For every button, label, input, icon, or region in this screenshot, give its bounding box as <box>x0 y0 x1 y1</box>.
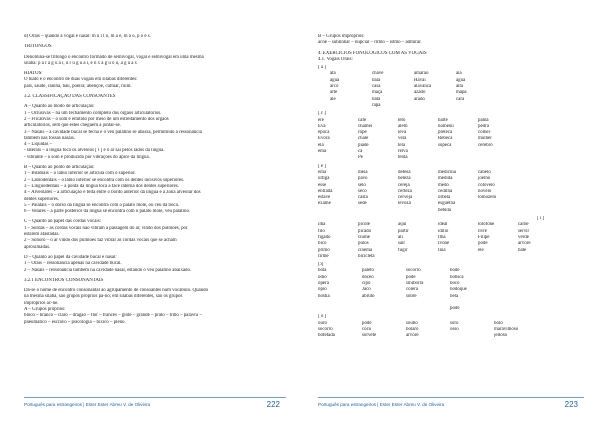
text-line: sílaba: p a r a g u a i, u r u g u a i, e n x a g u o u, á g u a s <box>24 60 137 66</box>
word-cell: época <box>318 130 330 136</box>
word-cell: coco <box>362 327 372 333</box>
word-cell: pavo <box>358 176 368 182</box>
word-cell: beleza <box>398 176 411 182</box>
word-cell: primo <box>318 247 330 253</box>
text-line: A – Grupos próprios: <box>24 306 66 312</box>
word-cell: maça <box>372 90 383 96</box>
word-cell: mapa <box>456 90 467 96</box>
word-cell: bodoque <box>450 287 467 293</box>
page-number: 222 <box>266 400 280 409</box>
word-cell: vela <box>398 136 407 142</box>
vowel-box-e <box>318 164 584 214</box>
text-line: bloco – branco – claro – dragão – flor – francês – glote – grande – prato – tribo – palavra – <box>24 313 202 319</box>
word-cell: bico <box>318 241 327 247</box>
footer-credit: Português para estrangeiros | Ester Ester Abreu V. de Oliveira <box>24 402 151 407</box>
text-line: A – Quanto ao modo de articulação: <box>24 104 95 110</box>
word-cell: arte <box>330 90 338 96</box>
word-cell: tenta <box>398 155 408 161</box>
word-cell: ilha <box>318 222 326 228</box>
word-cell: preteca <box>438 130 453 136</box>
word-cell: exame <box>318 201 331 207</box>
text-line: 2 – Nasais – ressonância também na cavidade nasal, estando o véu palatino abaixado. <box>24 267 192 273</box>
word-cell: bolo <box>494 320 503 326</box>
word-cell: sede <box>358 201 367 207</box>
word-cell: casa <box>372 84 381 90</box>
word-cell <box>456 103 494 109</box>
word-cell: esse <box>318 182 327 188</box>
word-cell: urtiga <box>318 176 330 182</box>
vowel-label: [ a ] <box>318 65 326 71</box>
word-cell <box>330 103 368 109</box>
word-cell: bofetada <box>318 333 335 339</box>
word-cell: entrada <box>318 188 333 194</box>
word-cell: água <box>330 77 340 83</box>
word-cell: maravilhoso <box>494 327 519 333</box>
text-line: pneumático – escravo – psicologia – tóxico – pleno. <box>24 319 126 325</box>
vowel-label: [ o ] <box>318 314 327 320</box>
vowel-box-i <box>318 216 584 260</box>
word-grid <box>318 71 584 109</box>
vowel-label: [ɔ] <box>318 262 324 268</box>
text-line: 3 – Linguodentais – a ponta da língua toca a face interna dos dentes superiores. <box>24 183 179 189</box>
word-cell: Filipe <box>478 234 490 240</box>
exercise-intro <box>318 34 584 63</box>
word-cell: soubo <box>406 320 418 326</box>
word-cell: bobsca <box>450 274 464 280</box>
word-cell: paletó <box>362 268 374 274</box>
word-cell: selo <box>358 182 366 188</box>
word-cell <box>438 254 474 260</box>
word-cell: carne <box>518 222 529 228</box>
word-cell: meia <box>358 169 368 175</box>
word-cell: filo <box>318 228 325 234</box>
text-line: 4. EXERCÍCIOS FONOLÓGICOS COM AS VOGAIS <box>318 50 427 56</box>
word-cell: pode <box>478 241 488 247</box>
word-cell: pama <box>478 117 489 123</box>
word-cell: cereja <box>398 182 410 188</box>
word-cell: Eva <box>318 123 326 129</box>
vowel-box-a <box>318 65 584 109</box>
word-cell: osso <box>450 327 459 333</box>
vowel-label: [ e ] <box>318 163 326 169</box>
word-cell: arco <box>330 84 339 90</box>
text-line: aproximadas. <box>24 244 51 250</box>
text-line: 3 – Nasais – a cavidade bucal se fecha e o véu palatino se abaixa, permitindo a ressonância <box>24 129 202 135</box>
word-grid <box>318 170 584 214</box>
word-cell: ali <box>398 234 403 240</box>
word-cell: além <box>398 123 408 129</box>
word-cell: aqui <box>398 222 407 228</box>
right-page <box>300 0 600 424</box>
word-cell: teto <box>398 117 406 123</box>
word-cell: sobre <box>406 293 417 299</box>
word-cell: pode <box>406 274 416 280</box>
word-cell: verde <box>518 234 529 240</box>
text-line: 6 – Velares – a parte posterior da língua se encontra com o palato mole, véu palatino. <box>24 209 191 215</box>
vowel-label: [ i ] <box>536 216 544 222</box>
text-line: Denomina-se tritongo o encontro formado de semivogal, vogal e semivogal em uma mesma <box>24 54 204 60</box>
text-line: estarem afastadas. <box>24 232 60 238</box>
word-cell: servir <box>518 228 530 234</box>
word-cell <box>478 208 514 214</box>
word-cell: cerveja <box>398 195 413 201</box>
word-cell: defesa <box>398 169 411 175</box>
text-line: impróprios ac-ne. <box>24 300 59 306</box>
word-cell: casta <box>358 195 368 201</box>
word-cell: ópio <box>318 287 327 293</box>
word-cell: agua <box>456 77 466 83</box>
word-cell: ódio <box>318 274 327 280</box>
word-cell: tela <box>398 142 406 148</box>
page-number: 223 <box>564 400 578 409</box>
text-line: 4 – Alveolares – a articulação é feita entre o bordo anterior da língua e a zona alveolar dos <box>24 190 201 196</box>
word-cell: leva <box>398 130 407 136</box>
word-grid <box>318 268 584 312</box>
word-cell: rapa <box>372 102 381 108</box>
word-cell: ela <box>318 142 324 148</box>
word-cell: sorvete <box>362 333 377 339</box>
word-cell <box>478 254 514 260</box>
word-cell: picado <box>358 228 372 234</box>
text-line: 1 – Surdas – as cordas vocais não vibram à passagem do ar, vindo dos pulmões, por <box>24 225 188 231</box>
word-cell: soro <box>450 320 459 326</box>
word-cell: ropé <box>358 130 367 136</box>
word-cell: piadé <box>358 142 369 148</box>
word-cell: café <box>358 117 367 123</box>
word-cell: cérebro <box>478 142 493 148</box>
word-cell: bebida <box>438 207 452 213</box>
vowel-label: [ ɛ ] <box>318 111 326 117</box>
word-cell <box>450 333 490 339</box>
word-cell: Rebeca <box>438 136 453 142</box>
word-cell: pode <box>450 306 460 312</box>
word-cell <box>358 208 394 214</box>
word-cell: pôde <box>362 320 372 326</box>
word-cell: picolé <box>358 222 370 228</box>
word-cell: ouro <box>318 320 327 326</box>
word-cell: árvore <box>406 333 419 339</box>
word-cell: sihiborra <box>406 280 424 286</box>
vowel-box-o <box>318 314 584 339</box>
text-line: TRITONGOS <box>24 44 52 50</box>
vowel-box-e-open <box>318 111 584 161</box>
word-cell: Ilha <box>438 234 446 240</box>
left-page-text <box>24 34 284 326</box>
word-cell: bicicleta <box>358 253 375 259</box>
text-line: articulatórios, sem que estes cheguem a juntar-se. <box>24 123 121 129</box>
word-cell: alavanca <box>414 84 432 90</box>
word-cell: pulos <box>358 241 369 247</box>
word-cell: ata <box>330 71 336 77</box>
vowel-box-o-open <box>318 262 584 312</box>
word-cell: jeitoso <box>494 333 508 339</box>
right-page-text <box>318 34 584 340</box>
text-line: - laterais – a língua toca os alvéolos [ l ] e o ar sai pelos lados da língua. <box>24 148 165 154</box>
word-cell: bela <box>450 293 459 299</box>
word-grid <box>318 321 584 340</box>
word-cell: chamei <box>358 123 373 129</box>
word-cell <box>398 208 434 214</box>
word-cell: amarão <box>414 71 429 77</box>
word-cell: alta <box>456 84 464 90</box>
word-cell: chalé <box>358 136 369 142</box>
text-line: B – Quanto ao ponto de articulação: <box>24 165 95 171</box>
word-cell <box>318 208 354 214</box>
word-cell: colher <box>478 130 491 136</box>
word-cell: idílio <box>438 228 449 234</box>
word-cell: bata <box>372 96 381 102</box>
word-cell: ideal <box>438 222 448 228</box>
text-line: 4 – Líquidas – <box>24 142 53 148</box>
word-cell: cabelo <box>478 169 491 175</box>
text-line: 5 – Palatais – o dorso da língua se encontra com o palato mole, ou céu da boca. <box>24 202 179 208</box>
text-line: O hiato é o encontro de duas vogais em sílabas diferentes: <box>24 77 138 83</box>
word-cell: levoza <box>398 201 411 207</box>
word-cell: Ivone <box>438 241 450 247</box>
word-cell <box>518 155 554 161</box>
word-cell: arado <box>414 96 425 102</box>
word-cell: seco <box>358 188 367 194</box>
word-cell: ema <box>318 169 327 175</box>
word-cell <box>518 208 554 214</box>
word-cell: medicina <box>438 169 456 175</box>
word-cell: fígado <box>318 234 331 240</box>
word-cell: tomozelo <box>478 195 497 201</box>
word-cell: sopeca <box>438 142 452 148</box>
word-cell <box>362 306 402 312</box>
word-cell: ema <box>318 149 327 155</box>
word-cell <box>494 306 534 312</box>
word-cell <box>414 103 452 109</box>
word-cell <box>406 306 446 312</box>
footer-credit: Português para estrangeiros | Ester Ester Abreu V. de Oliveira <box>318 402 445 407</box>
text-line: 3.2. CLASSIFICAÇÃO DAS CONSOANTES <box>24 94 116 100</box>
word-grid <box>318 118 584 162</box>
word-cell: estave <box>318 195 331 201</box>
text-line: 2 – Fricativas – o som é emitido por meio de um estreitamento dos órgãos <box>24 116 169 122</box>
word-cell: socorro <box>406 268 421 274</box>
word-grid <box>318 222 584 260</box>
text-line: 2 – Labiodentais – o lábio inferior se encontra com os dentes incisivos superiores. <box>24 177 185 183</box>
text-line: também nas fossas nasais. <box>24 135 76 141</box>
word-cell: árvore <box>518 241 531 247</box>
text-line: 1 – Oclusivas – há um fechamento completo dos órgãos articulatórios. <box>24 110 162 116</box>
word-cell: Pé <box>358 155 363 161</box>
text-line: HIATOS: <box>24 71 43 77</box>
word-cell: cinema <box>358 247 373 253</box>
word-cell: cotovelo <box>478 182 495 188</box>
word-cell: bate <box>518 247 527 253</box>
word-cell: livre <box>478 228 487 234</box>
word-cell <box>518 254 554 260</box>
word-cell: nomeou <box>438 123 454 129</box>
word-cell: ere <box>318 117 324 123</box>
word-cell: certeza <box>398 188 412 194</box>
word-cell <box>438 155 474 161</box>
word-cell: hóstia <box>318 293 330 299</box>
text-line: 3.2.1 ENCONTROS CONSONANTAIS <box>24 277 104 283</box>
word-cell: mulher <box>478 136 492 142</box>
word-cell: colera <box>406 287 418 293</box>
word-cell <box>398 254 434 260</box>
word-cell: ele <box>478 247 484 253</box>
text-line: 2 – Sonoro – o ar vindo dos pulmões faz vibrar as cordas vocais que se acham <box>24 238 177 244</box>
text-line: D – Quanto ao papel da cavidade bucal e nasal: <box>24 254 117 260</box>
word-cell: aia <box>456 71 462 77</box>
word-cell: sair <box>398 241 406 247</box>
word-cell: tolofone <box>478 222 495 228</box>
word-cell: ópera <box>318 280 329 286</box>
word-cell: orbela <box>438 195 451 201</box>
word-cell: cipó <box>362 280 371 286</box>
left-page-footer <box>24 397 286 412</box>
word-cell: joelho <box>478 176 491 182</box>
text-line: d) Orais – quando a vogal é nasal: m u i t o, m ã e, m ã o, p õ e s. <box>24 34 151 39</box>
text-line: 4.1. Vogais Orais: <box>318 56 353 62</box>
word-cell: cedilha <box>438 188 453 194</box>
word-cell: Havaí <box>414 77 426 83</box>
word-cell: dóceo <box>362 274 374 280</box>
word-cell: socorro <box>318 327 333 333</box>
word-cell: Jacó <box>362 287 371 293</box>
text-line: Dá-se o nome de encontro consonantal ao agrupamento de consoantes num vocábulo. Quando <box>24 288 209 294</box>
text-line: C – Quanto ao papel das cordas vocais: <box>24 219 102 225</box>
word-cell: chave <box>372 71 384 77</box>
word-cell: Évora <box>318 136 330 142</box>
text-line: país, saúde, rainha, baú, poeira; abençoe, cultuar, ruim. <box>24 83 132 89</box>
word-cell: medida <box>438 176 453 182</box>
word-cell: firme <box>318 253 329 259</box>
word-cell: cá <box>358 149 363 155</box>
word-cell: bocó <box>450 280 460 286</box>
text-line: dentes superiores. <box>24 196 60 202</box>
word-cell: abrutó <box>362 293 375 299</box>
word-cell <box>318 306 358 312</box>
word-cell <box>318 155 354 161</box>
word-cell: partir <box>398 228 409 234</box>
word-cell: ciúme <box>358 234 370 240</box>
word-cell: Ínia <box>438 247 446 253</box>
word-cell: barte <box>438 117 448 123</box>
text-line: acne – sublinhar – nupcial – ritmo – istmo – admirar. <box>318 40 422 46</box>
word-cell: novelo <box>478 188 492 194</box>
word-cell: pedra <box>478 123 489 129</box>
word-cell: bode <box>450 268 460 274</box>
text-line: 1 – Bilabiais – o lábio inferior se articula com o superior. <box>24 171 136 177</box>
word-cell <box>478 155 514 161</box>
word-cell: esguelha <box>438 201 456 207</box>
word-cell: bota <box>318 268 327 274</box>
word-cell: fugir <box>398 247 408 253</box>
word-cell: azado <box>414 90 426 96</box>
word-cell: relva <box>398 149 408 155</box>
word-cell: medo <box>438 182 449 188</box>
text-line: na mesma sílaba, são grupos próprios pâ-no; em sílabas diferentes, são os grupos <box>24 294 183 300</box>
right-page-footer <box>318 397 584 412</box>
text-line: 1 – Orais – ressonância apenas na cavidade bucal. <box>24 261 122 267</box>
text-line: B – Grupos impróprios: <box>318 34 365 39</box>
word-cell: bolaro <box>406 327 419 333</box>
word-cell: cara <box>456 96 465 102</box>
word-cell: bala <box>372 77 381 83</box>
text-line: - vibrante – o som é produzido por vibrações do ápice da língua. <box>24 154 150 160</box>
word-cell: ale <box>330 96 336 102</box>
